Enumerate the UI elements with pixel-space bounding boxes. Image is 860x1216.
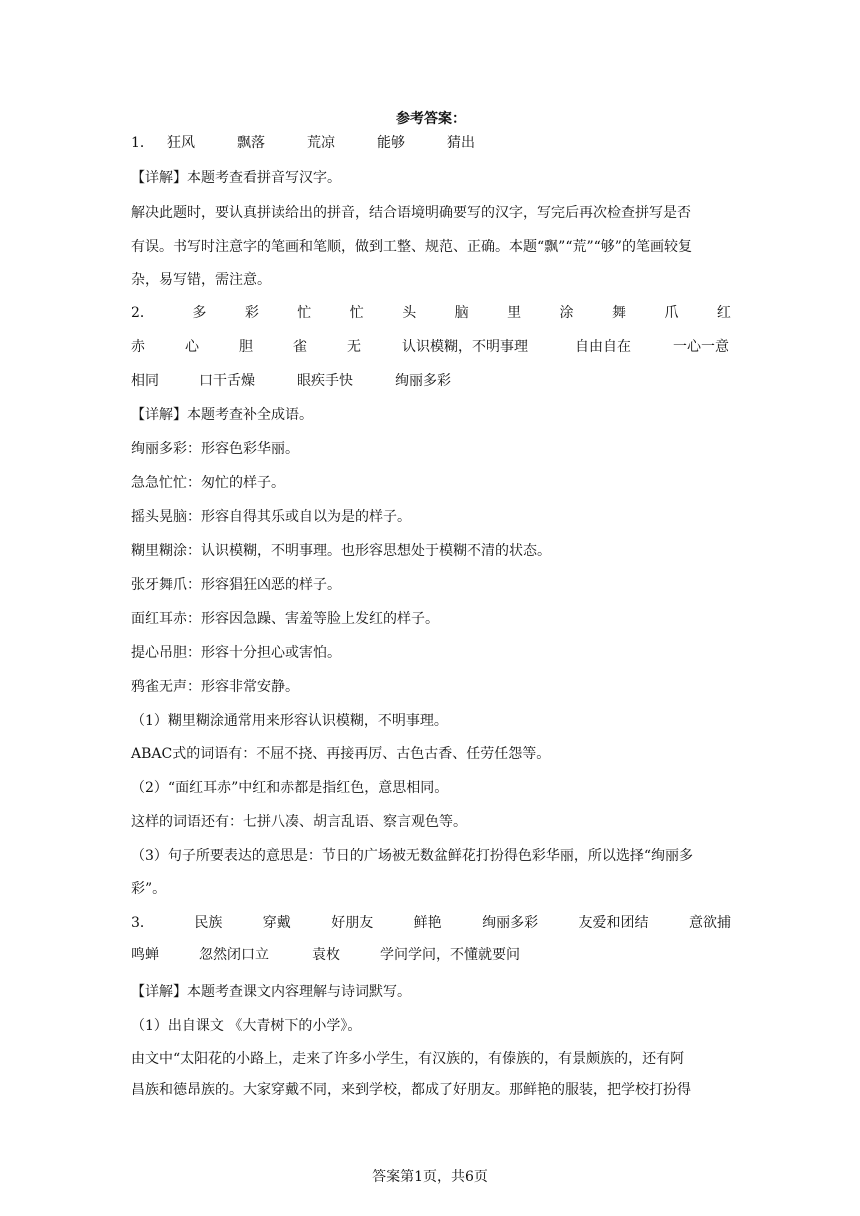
q2-explain-line: ABAC式的词语有：不屈不挠、再接再厉、古色古香、任劳任怨等。: [131, 746, 551, 762]
q2-answer-char: 多: [192, 305, 207, 321]
q1-answer-row: [131, 133, 517, 153]
q2-answer-char: 红: [716, 305, 731, 321]
q2-answer-row-1: [131, 303, 731, 323]
q2-explain-line: 彩”。: [131, 881, 167, 897]
q3-answer: 好朋友: [331, 915, 374, 931]
q3-answer: 民族: [194, 915, 223, 931]
q2-answer-char: 忙: [349, 305, 364, 321]
q2-answer-phrase: 认识模糊，不明事理: [402, 339, 528, 355]
q3-answer: 穿戴: [262, 915, 291, 931]
q2-explain-line: 这样的词语还有：七拼八凑、胡言乱语、察言观色等。: [131, 814, 467, 830]
q3-answer: 学问学问，不懂就要问: [380, 947, 520, 963]
q2-answer-char: 赤: [131, 339, 145, 355]
q3-answer: 袁枚: [312, 947, 340, 963]
q2-answer-char: 爪: [664, 305, 679, 321]
q1-answer: 飘落: [237, 135, 265, 151]
q2-answer-char: 无: [347, 339, 361, 355]
page-title: 参考答案：: [396, 111, 466, 127]
page-footer: 答案第1页，共6页: [372, 1169, 488, 1185]
q3-answer: 忽然闭口立: [199, 947, 269, 963]
q2-answer-phrase: 口干舌燥: [199, 373, 255, 389]
q3-explain-line: （1）出自课文 《大青树下的小学》。: [131, 1018, 362, 1034]
q1-answer: 猜出: [447, 135, 475, 151]
q2-explain-line: 糊里糊涂：认识模糊，不明事理。也形容思想处于模糊不清的状态。: [131, 543, 551, 559]
q3-explain-line: 由文中“太阳花的小路上，走来了许多小学生，有汉族的，有傣族的，有景颇族的，还有阿: [131, 1051, 685, 1067]
q3-detail: 【详解】本题考查课文内容理解与诗词默写。: [131, 984, 411, 1000]
q3-answer-row-2: [131, 945, 520, 965]
q2-explain-line: 急急忙忙：匆忙的样子。: [131, 475, 285, 491]
q3-answer: 意欲捕: [688, 915, 731, 931]
q3-answer: 友爱和团结: [578, 915, 649, 931]
q2-answer-char: 心: [185, 339, 199, 355]
q2-answer-char: 舞: [612, 305, 626, 321]
q3-explain-line: 昌族和德昂族的。大家穿戴不同，来到学校，都成了好朋友。那鲜艳的服装，把学校打扮得: [131, 1082, 691, 1098]
q1-explain-line: 解决此题时，要认真拼读给出的拼音，结合语境明确要写的汉字，写完后再次检查拼写是否: [131, 205, 691, 221]
q2-detail: 【详解】本题考查补全成语。: [131, 407, 313, 423]
q2-explain-line: 摇头晃脑：形容自得其乐或自以为是的样子。: [131, 509, 411, 525]
q2-explain-line: （1）糊里糊涂通常用来形容认识模糊，不明事理。: [131, 713, 448, 729]
q2-answer-char: 雀: [293, 339, 307, 355]
q2-answer-phrase: 一心一意: [673, 339, 729, 355]
q2-answer-phrase: 眼疾手快: [297, 373, 353, 389]
q2-number: 2．: [131, 305, 154, 321]
q2-answer-char: 忙: [297, 305, 312, 321]
q2-explain-line: 张牙舞爪：形容猖狂凶恶的样子。: [131, 577, 341, 593]
q3-answer-row-1: [131, 913, 731, 933]
q3-number: 3．: [131, 915, 154, 931]
q1-detail: 【详解】本题考查看拼音写汉字。: [131, 170, 341, 186]
q2-answer-row-3: [131, 371, 451, 391]
q3-answer: 鸣蝉: [131, 947, 159, 963]
q2-explain-line: 面红耳赤：形容因急躁、害羞等脸上发红的样子。: [131, 611, 439, 627]
q2-answer-char: 涂: [559, 305, 574, 321]
q3-answer: 绚丽多彩: [482, 915, 539, 931]
q2-explain-line: 提心吊胆：形容十分担心或害怕。: [131, 645, 341, 661]
q1-explain-line: 杂，易写错，需注意。: [131, 272, 271, 288]
q2-answer-phrase: 相同: [131, 373, 159, 389]
q2-answer-row-2: [131, 337, 729, 357]
q1-answer: 狂风: [167, 135, 195, 151]
q2-answer-char: 里: [507, 305, 522, 321]
q2-explain-line: 鸦雀无声：形容非常安静。: [131, 679, 299, 695]
q1-answer: 荒凉: [307, 135, 335, 151]
q2-answer-char: 脑: [454, 305, 469, 321]
q3-answer: 鲜艳: [413, 915, 442, 931]
q2-answer-phrase: 绚丽多彩: [395, 373, 451, 389]
q1-answer: 能够: [377, 135, 405, 151]
q2-answer-char: 彩: [244, 305, 259, 321]
q2-explain-line: （3）句子所要表达的意思是：节日的广场被无数盆鲜花打扮得色彩华丽，所以选择“绚丽多: [131, 848, 694, 864]
q2-explain-line: （2）“面红耳赤”中红和赤都是指红色，意思相同。: [131, 780, 449, 796]
q1-number: 1．: [131, 135, 154, 151]
q2-explain-line: 绚丽多彩：形容色彩华丽。: [131, 441, 299, 457]
q1-explain-line: 有误。书写时注意字的笔画和笔顺，做到工整、规范、正确。本题“飘”“荒”“够”的笔画较复: [131, 239, 692, 255]
q2-answer-char: 胆: [239, 339, 253, 355]
q2-answer-char: 头: [402, 305, 417, 321]
q2-answer-phrase: 自由自在: [575, 339, 631, 355]
